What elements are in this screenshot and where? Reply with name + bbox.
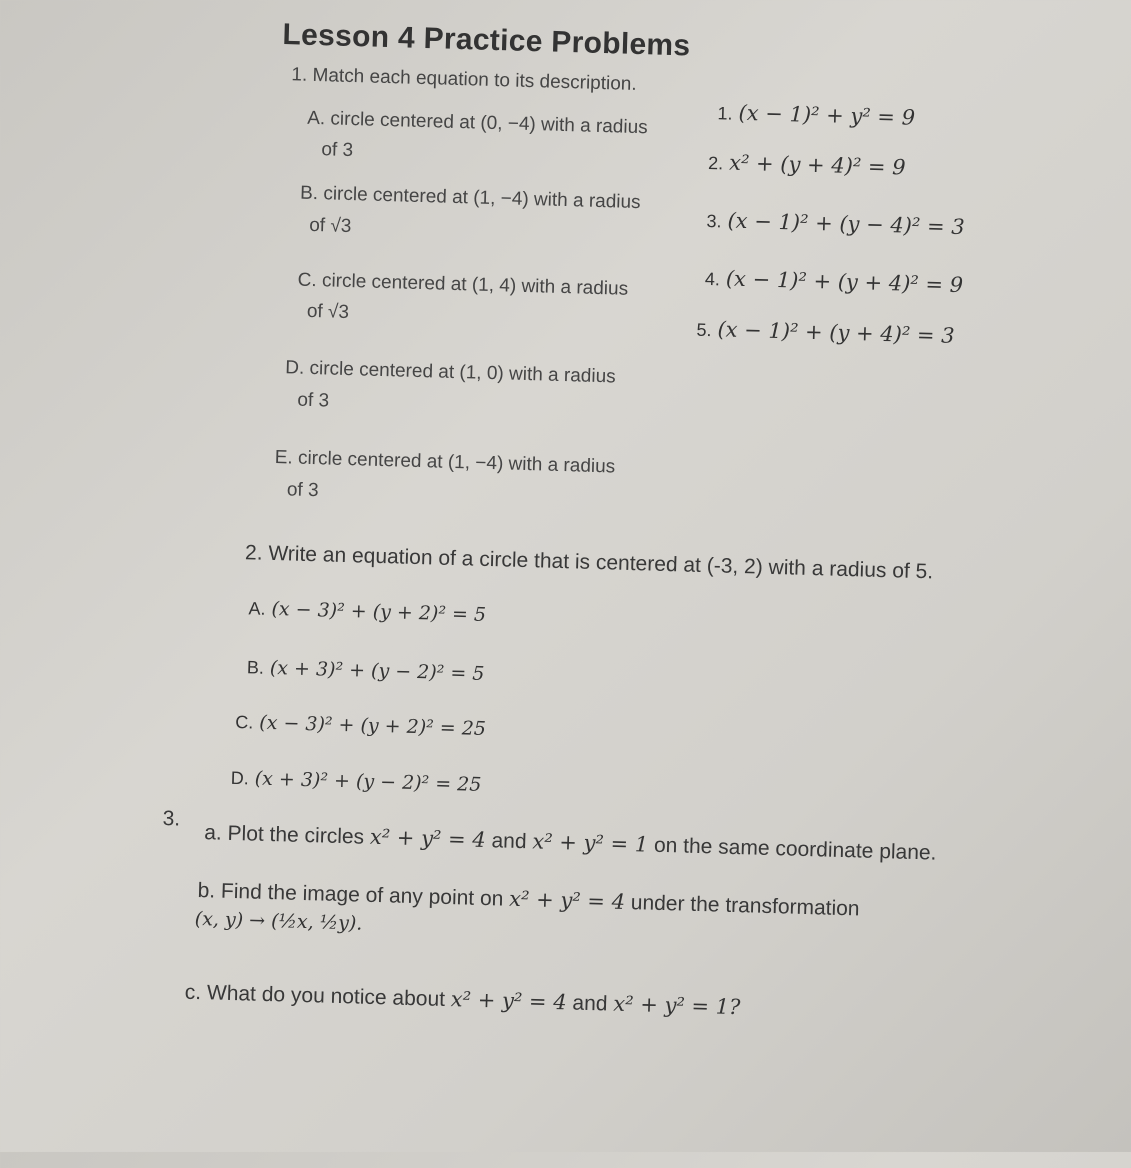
q2-choice-c [235,711,486,740]
q2-choice-c-equation: (x − 3)² + (y + 2)² = 25 [259,711,487,740]
q1-equation-1-number: 1. [717,103,733,124]
q3-part-c-and: and [572,991,608,1016]
q2-choice-c-letter: C. [235,712,254,733]
q3-part-b-equation: x² + y² = 4 [508,886,626,914]
q3-part-a-text-start: a. Plot the circles [203,821,365,849]
q1-equation-2-number: 2. [707,152,724,174]
q3-part-c-equation-1: x² + y² = 4 [450,987,567,1015]
q1-description-e: E. circle centered at (1, −4) with a radius [274,446,616,478]
q1-description-d: D. circle centered at (1, 0) with a radius [284,357,616,388]
q1-prompt: 1. Match each equation to its description. [291,64,637,95]
q1-equation-4-number: 4. [704,268,721,290]
q1-equation-4-text: (x − 1)² + (y + 4)² = 9 [725,266,964,298]
q1-equation-4 [705,266,964,297]
q3-part-b-text-end: under the transformation [630,891,860,921]
q1-equation-5-number: 5. [696,319,712,341]
q1-description-c-radius: of √3 [306,300,350,324]
q1-equation-2-text: x² + (y + 4)² = 9 [728,150,906,180]
q1-equation-2 [708,150,906,180]
q2-choice-b [247,656,485,685]
q2-choice-d-letter: D. [230,767,250,789]
q2-choice-d-equation: (x + 3)² + (y − 2)² = 25 [254,767,482,796]
q1-description-e-radius: of 3 [286,479,319,502]
q3-part-b-text-start: b. Find the image of any point on [197,879,504,911]
q3-part-c-text-start: c. What do you notice about [184,980,446,1011]
q1-equation-1 [717,100,915,130]
q2-choice-b-equation: (x + 3)² + (y − 2)² = 5 [269,656,485,685]
q3-number: 3. [162,807,181,831]
q3-part-b-transformation: (x, y) → (½x, ½y). [194,907,363,935]
q1-description-d-radius: of 3 [297,389,330,412]
q3-part-a-equation-1: x² + y² = 4 [369,824,487,853]
q1-description-a: A. circle centered at (0, −4) with a radius [306,107,648,139]
q3-part-c-equation-2: x² + y² = 1? [613,991,741,1020]
q1-equation-1-text: (x − 1)² + y² = 9 [738,100,916,130]
q2-choice-a-letter: A. [248,598,266,619]
q2-choice-a [248,597,486,626]
q1-equation-5 [696,317,955,348]
q1-description-c: C. circle centered at (1, 4) with a radius [297,269,629,300]
q1-description-a-radius: of 3 [321,139,354,162]
q3-part-a-equation-2: x² + y² = 1 [532,829,649,857]
q1-description-b: B. circle centered at (1, −4) with a radius [299,182,641,214]
q2-choice-b-letter: B. [246,657,265,678]
q1-equation-3-number: 3. [706,210,722,232]
q1-equation-5-text: (x − 1)² + (y + 4)² = 3 [717,317,955,348]
q1-equation-3-text: (x − 1)² + (y − 4)² = 3 [727,208,965,240]
q3-part-c [184,980,740,1021]
q3-part-a-text-end: on the same coordinate plane. [653,833,937,865]
q1-description-b-radius: of √3 [308,214,352,238]
q3-part-a [204,820,937,865]
page-title: Lesson 4 Practice Problems [282,18,691,63]
q2-prompt: 2. Write an equation of a circle that is centered at (-3, 2) with a radius of 5. [244,541,934,584]
q1-equation-3 [706,208,965,239]
q2-choice-d [230,767,481,796]
q2-choice-a-equation: (x − 3)² + (y + 2)² = 5 [271,597,487,626]
q3-part-a-and: and [491,829,527,854]
